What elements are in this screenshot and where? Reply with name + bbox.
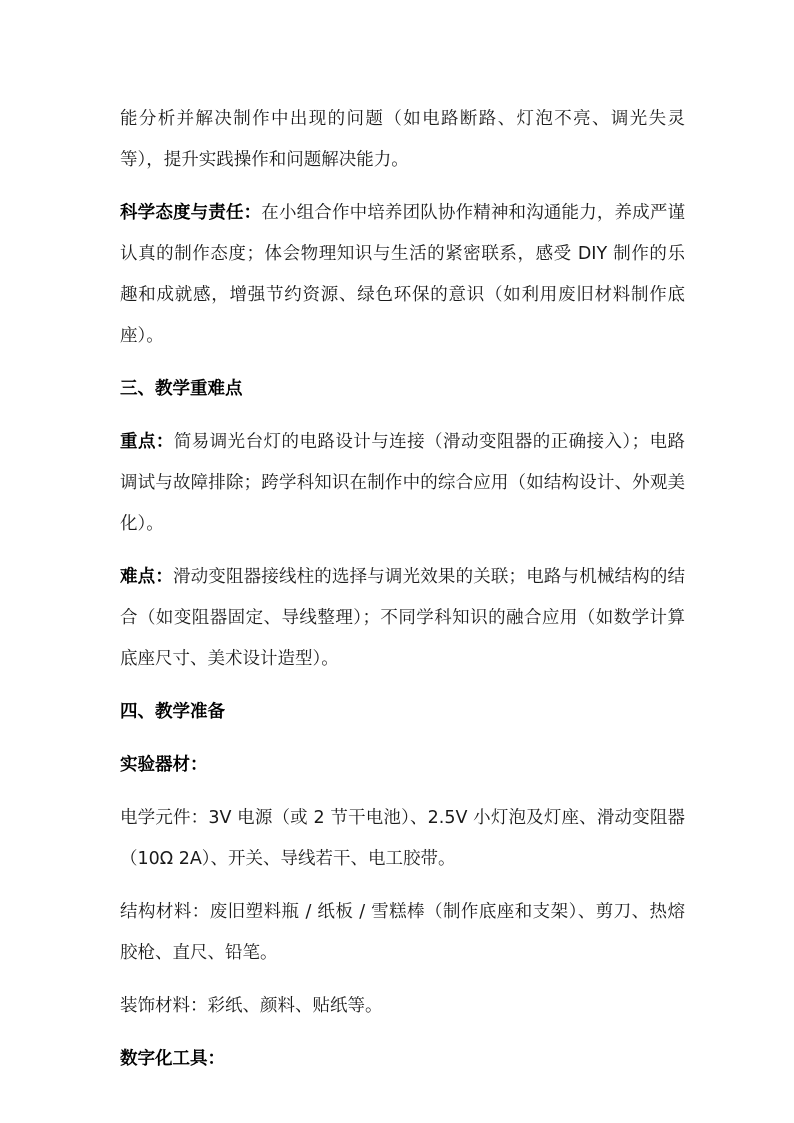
paragraph-scientific-attitude xyxy=(120,193,685,357)
paragraph-text: 结构材料：废旧塑料瓶 / 纸板 / 雪糕棒（制作底座和支架）、剪刀、热熔胶枪、直尺、铅笔。 xyxy=(120,902,685,963)
paragraph-structural-materials xyxy=(120,892,685,974)
paragraph-difficulties xyxy=(120,557,685,680)
paragraph-key-points xyxy=(120,422,685,545)
paragraph-lead: 难点： xyxy=(120,567,173,587)
paragraph-text: 电学元件：3V 电源（或 2 节干电池）、2.5V 小灯泡及灯座、滑动变阻器（10Ω 2A）、开关、导线若干、电工胶带。 xyxy=(120,808,685,869)
paragraph-text: 简易调光台灯的电路设计与连接（滑动变阻器的正确接入）；电路调试与故障排除；跨学科知识在制作中的综合应用（如结构设计、外观美化）。 xyxy=(120,432,686,534)
paragraph-text: 能分析并解决制作中出现的问题（如电路断路、灯泡不亮、调光失灵等），提升实践操作和问题解决能力。 xyxy=(120,109,685,170)
subheading-digital-tools: 数字化工具： xyxy=(120,1049,225,1069)
paragraph-text: 装饰材料：彩纸、颜料、贴纸等。 xyxy=(120,996,383,1016)
paragraph-lead: 科学态度与责任： xyxy=(120,203,262,223)
document-body xyxy=(120,99,685,1092)
section-heading-teaching-preparation: 四、教学准备 xyxy=(120,702,225,722)
paragraph-electrical-components xyxy=(120,798,685,880)
paragraph-lead: 重点： xyxy=(120,432,174,452)
paragraph-text: 滑动变阻器接线柱的选择与调光效果的关联；电路与机械结构的结合（如变阻器固定、导线整理）；不同学科知识的融合应用（如数学计算底座尺寸、美术设计造型）。 xyxy=(120,567,685,669)
section-heading-key-difficulties: 三、教学重难点 xyxy=(120,379,243,399)
paragraph-text: 在小组合作中培养团队协作精神和沟通能力，养成严谨认真的制作态度；体会物理知识与生活的紧密联系，感受 DIY 制作的乐趣和成就感，增强节约资源、绿色环保的意识（如利用废旧材料制作底座）。 xyxy=(120,203,686,346)
paragraph-decorative-materials xyxy=(120,986,685,1027)
paragraph-practice-ability xyxy=(120,99,685,181)
subheading-equipment: 实验器材： xyxy=(120,755,208,775)
